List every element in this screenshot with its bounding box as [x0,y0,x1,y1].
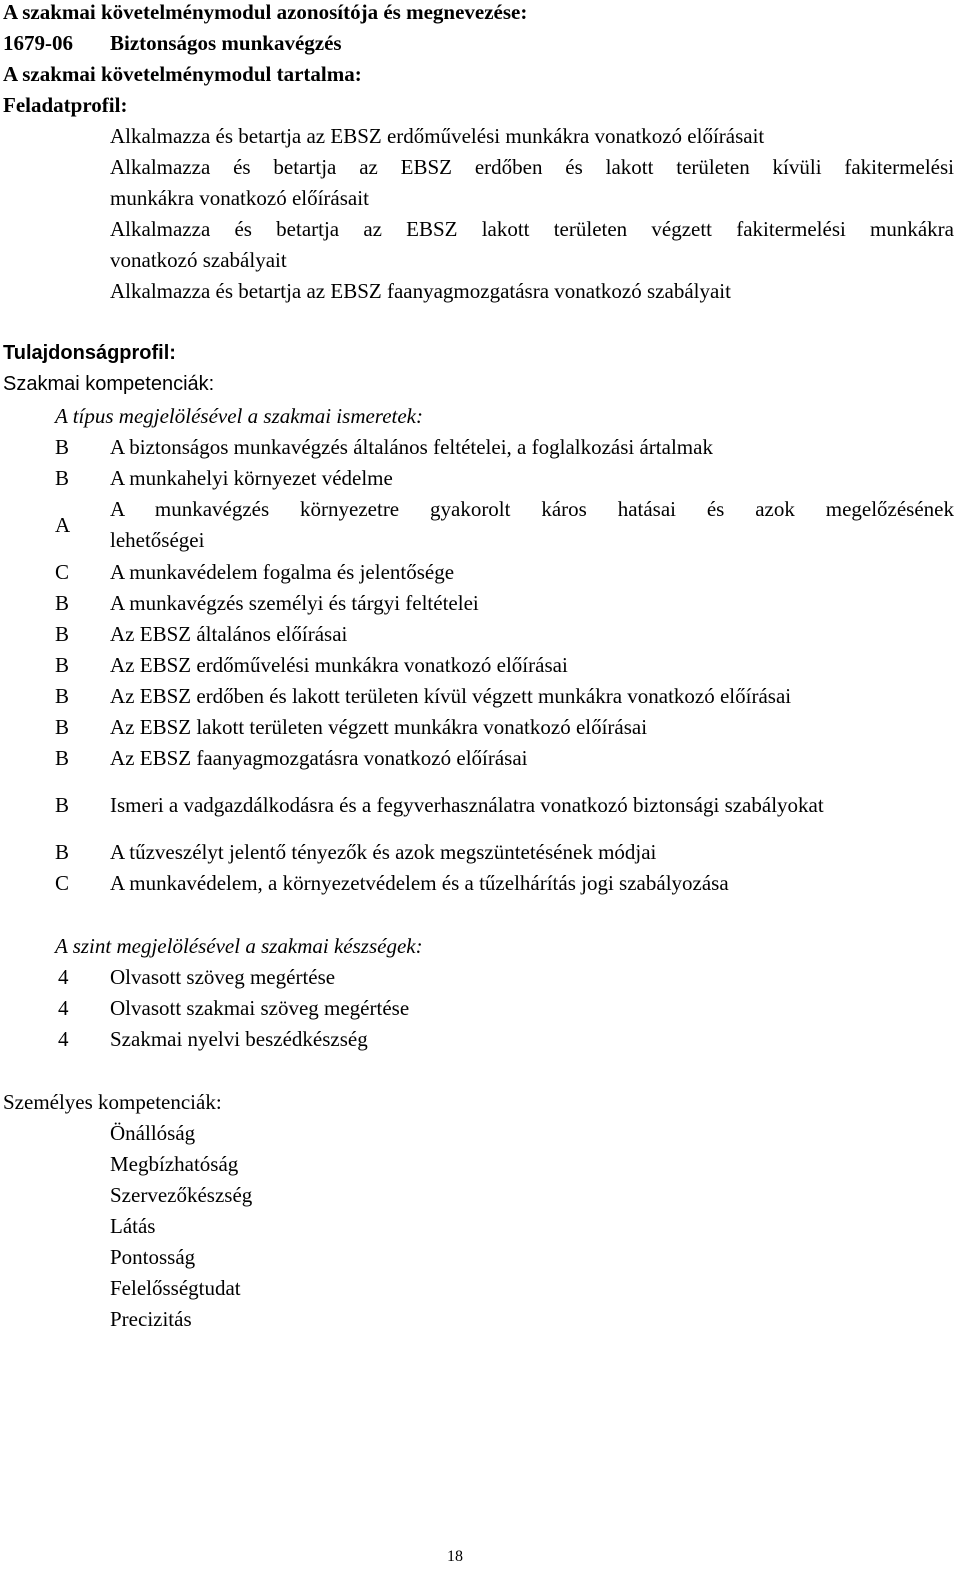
knowledge-type: B [55,746,70,770]
personal-item: Pontosság [110,1245,196,1269]
module-code: 1679-06 [3,31,73,55]
personal-item: Szervezőkészség [110,1183,253,1207]
knowledge-type: C [55,871,70,895]
task-item-continuation: munkákra vonatkozó előírásait [110,186,369,210]
knowledge-item: A tűzveszélyt jelentő tényezők és azok megszüntetésének módjai [110,840,657,864]
knowledge-type: B [55,591,70,615]
knowledge-item: Az EBSZ erdőművelési munkákra vonatkozó előírásai [110,653,568,677]
task-item: Alkalmazza és betartja az EBSZ lakott területen végzett fakitermelési munkákra [110,217,954,241]
skill-item: Olvasott szakmai szöveg megértése [110,996,410,1020]
skill-level: 4 [58,996,69,1020]
knowledge-item-continuation: lehetőségei [110,528,205,552]
module-id-heading: A szakmai követelménymodul azonosítója és megnevezése: [3,0,528,24]
module-content-heading: A szakmai követelménymodul tartalma: [3,62,362,86]
knowledge-heading: A típus megjelölésével a szakmai ismeretek: [55,404,423,428]
knowledge-type: B [55,466,70,490]
task-item-continuation: vonatkozó szabályait [110,248,287,272]
skill-level: 4 [58,965,69,989]
knowledge-type: B [55,793,70,817]
personal-item: Megbízhatóság [110,1152,239,1176]
skill-level: 4 [58,1027,69,1051]
knowledge-item: A munkavédelem fogalma és jelentősége [110,560,455,584]
skill-item: Szakmai nyelvi beszédkészség [110,1027,368,1051]
module-name: Biztonságos munkavégzés [110,31,342,55]
personal-item: Önállóság [110,1121,196,1145]
personal-item: Precizitás [110,1307,192,1331]
knowledge-item: Ismeri a vadgazdálkodásra és a fegyverhasználatra vonatkozó biztonsági szabályokat [110,793,824,817]
knowledge-type: C [55,560,70,584]
property-profile-heading: Tulajdonságprofil: [3,342,176,364]
skill-item: Olvasott szöveg megértése [110,965,336,989]
knowledge-type: B [55,715,70,739]
knowledge-item: Az EBSZ faanyagmozgatásra vonatkozó előírásai [110,746,528,770]
professional-competencies-heading: Szakmai kompetenciák: [3,373,215,395]
knowledge-item: A munkavégzés személyi és tárgyi feltételei [110,591,479,615]
task-item: Alkalmazza és betartja az EBSZ erdőművelési munkákra vonatkozó előírásait [110,124,765,148]
knowledge-item: A biztonságos munkavégzés általános feltételei, a foglalkozási ártalmak [110,435,713,459]
knowledge-type: B [55,435,70,459]
task-item: Alkalmazza és betartja az EBSZ faanyagmozgatásra vonatkozó szabályait [110,279,731,303]
skills-heading: A szint megjelölésével a szakmai készségek: [55,934,423,958]
knowledge-type: B [55,653,70,677]
knowledge-item: A munkavégzés környezetre gyakorolt káros hatásai és azok megelőzésének [110,497,954,521]
task-profile-heading: Feladatprofil: [3,93,128,117]
knowledge-type: B [55,684,70,708]
knowledge-type: B [55,622,70,646]
personal-item: Látás [110,1214,156,1238]
knowledge-item: A munkavédelem, a környezetvédelem és a tűzelhárítás jogi szabályozása [110,871,729,895]
page-number: 18 [447,1548,463,1565]
knowledge-item: Az EBSZ erdőben és lakott területen kívül végzett munkákra vonatkozó előírásai [110,684,792,708]
task-item: Alkalmazza és betartja az EBSZ erdőben és lakott területen kívüli fakitermelési [110,155,954,179]
knowledge-type: B [55,840,70,864]
knowledge-item: A munkahelyi környezet védelme [110,466,393,490]
knowledge-type: A [55,513,71,537]
knowledge-item: Az EBSZ lakott területen végzett munkákra vonatkozó előírásai [110,715,648,739]
personal-item: Felelősségtudat [110,1276,241,1300]
personal-competencies-heading: Személyes kompetenciák: [3,1090,222,1114]
knowledge-item: Az EBSZ általános előírásai [110,622,348,646]
